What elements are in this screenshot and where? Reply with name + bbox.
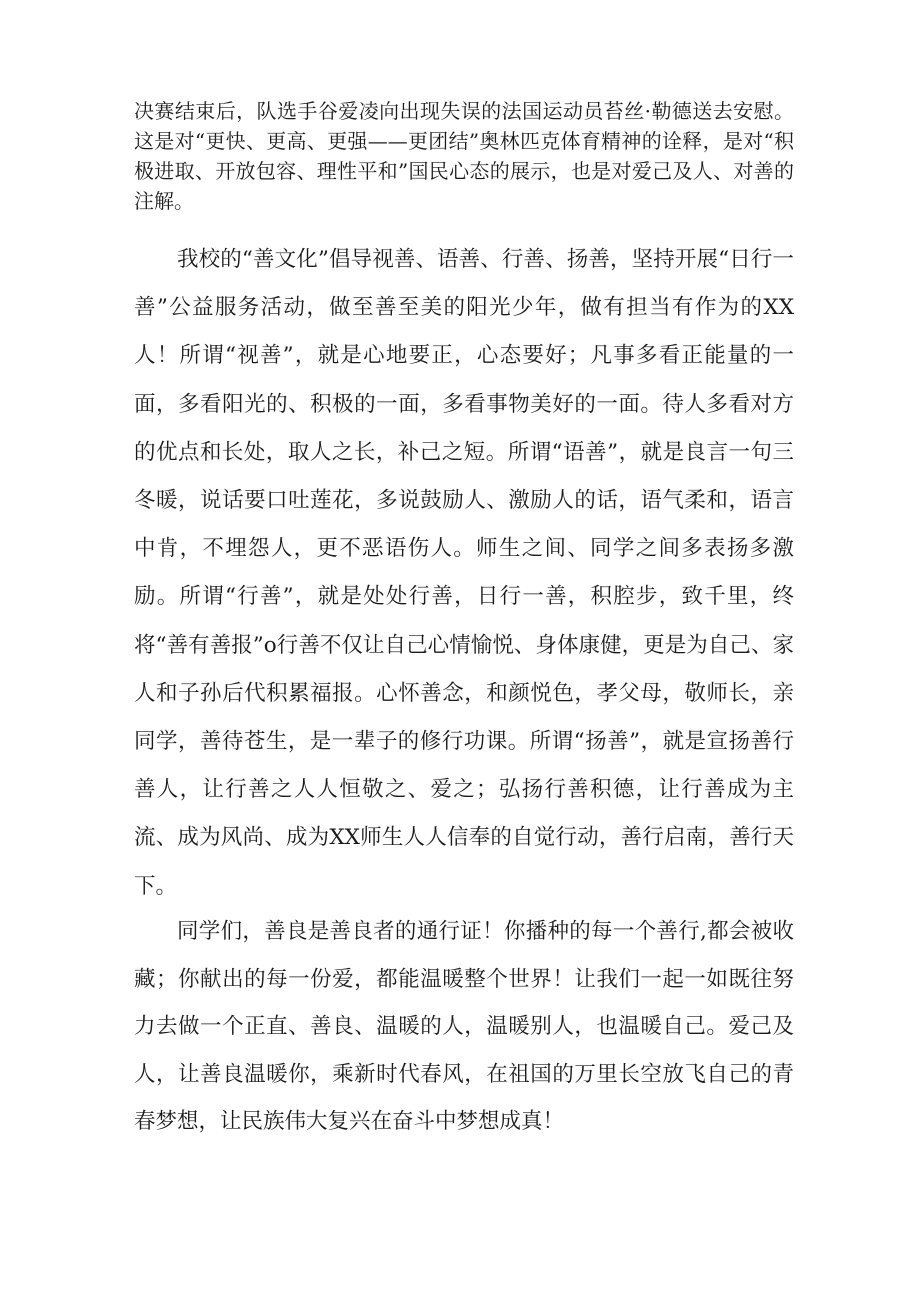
paragraph-closing-call: 同学们，善良是善良者的通行证！你播种的每一个善行,都会被收藏；你献出的每一份爱，都能温暖整个世界！让我们一起一如既往努力去做一个正直、善良、温暖的人，温暖别人，也温暖自己。爱己及人，让善良温暖你，乘新时代春风，在祖国的万里长空放飞自己的青春梦想，让民族伟大复兴在奋斗中梦想成真！ [134, 919, 794, 1134]
paragraph-olympic-spirit: 决赛结束后，队选手谷爱凌向出现失误的法国运动员苔丝·勒德送去安慰。这是对“更快、更高、更强——更团结”奥林匹克体育精神的诠释，是对“积极进取、开放包容、理性平和”国民心态的展示，也是对爱己及人、对善的注解。 [134, 99, 794, 213]
paragraph-school-kindness-culture: 我校的“善文化”倡导视善、语善、行善、扬善，坚持开展“日行一善”公益服务活动，做至善至美的阳光少年，做有担当有作为的XX人！所谓“视善”，就是心地要正，心态要好；凡事多看正能量的一面，多看阳光的、积极的一面，多看事物美好的一面。待人多看对方的优点和长处，取人之长，补己之短。所谓“语善”，就是良言一句三冬暖，说话要口吐莲花，多说鼓励人、激励人的话，语气柔和，语言中肯，不埋怨人，更不恶语伤人。师生之间、同学之间多表扬多激励。所谓“行善”，就是处处行善，日行一善，积腔步，致千里，终将“善有善报”o行善不仅让自己心情愉悦、身体康健，更是为自己、家人和子孙后代积累福报。心怀善念，和颜悦色，孝父母，敬师长，亲同学，善待苍生，是一辈子的修行功课。所谓“扬善”，就是宣扬善行善人，让行善之人人恒敬之、爱之；弘扬行善积德，让行善成为主流、成为风尚、成为XX师生人人信奉的自觉行动，善行启南，善行天下。 [134, 247, 794, 899]
